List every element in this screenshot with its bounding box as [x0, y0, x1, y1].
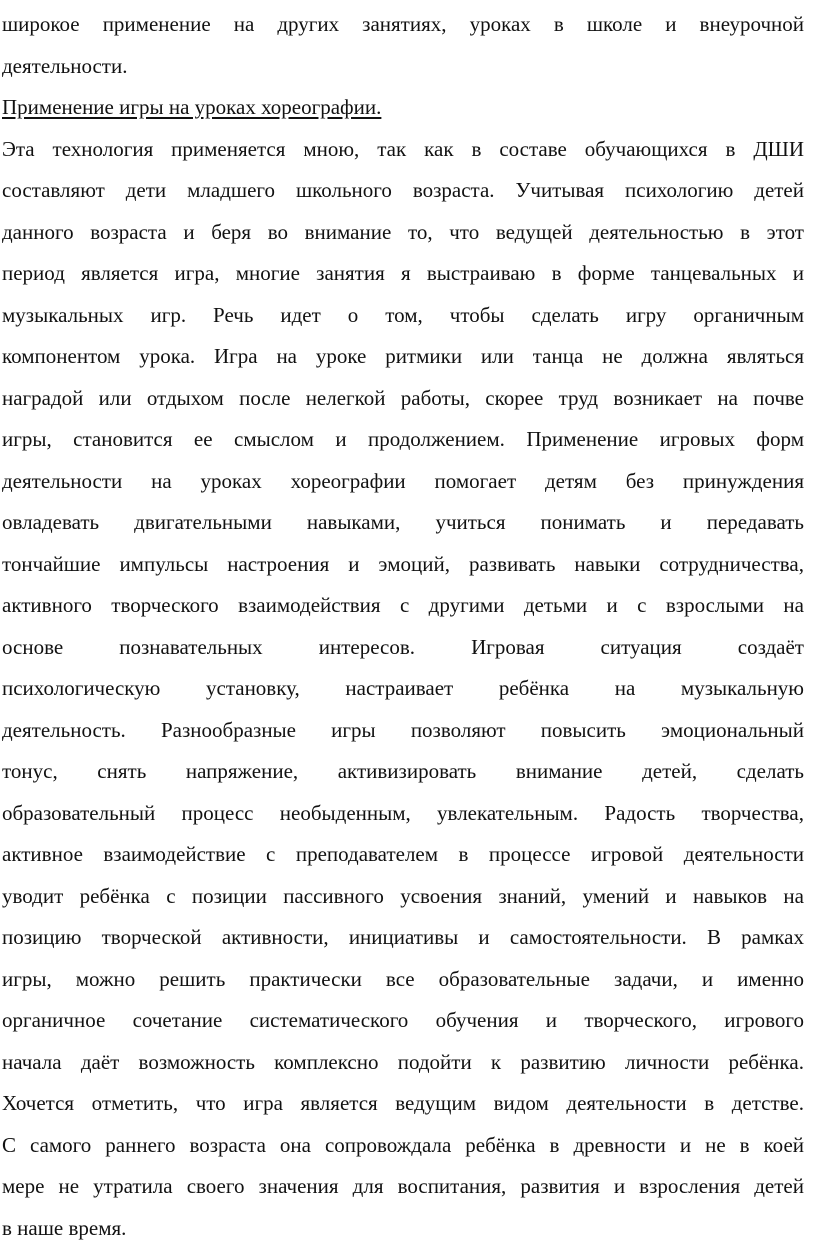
body-line: игры, становится ее смыслом и продолжением. Применение игровых форм: [2, 427, 804, 451]
body-line: наградой или отдыхом после нелегкой работы, скорее труд возникает на почве: [2, 385, 804, 410]
body-line: активного творческого взаимодействия с другими детьми и с взрослыми на: [2, 593, 804, 617]
body-line: игры, можно решить практически все образовательные задачи, и именно: [2, 966, 804, 991]
body-line: Хочется отметить, что игра является ведущим видом деятельности в детстве.: [2, 1091, 804, 1115]
body-line: овладевать двигательными навыками, учиться понимать и передавать: [2, 510, 804, 534]
body-line: составляют дети младшего школьного возраста. Учитывая психологию детей: [2, 178, 804, 202]
intro-line: широкое применение на других занятиях, уроках в школе и внеурочной: [2, 12, 804, 36]
body-line: начала даёт возможность комплексно подойти к развитию личности ребёнка.: [2, 1049, 804, 1074]
body-line: образовательный процесс необыденным, увлекательным. Радость творчества,: [2, 800, 804, 825]
body-line: Эта технология применяется мною, так как в составе обучающихся в ДШИ: [2, 136, 804, 161]
body-line: деятельности на уроках хореографии помогает детям без принуждения: [2, 468, 804, 493]
body-line: тонус, снять напряжение, активизировать внимание детей, сделать: [2, 759, 804, 783]
body-line: активное взаимодействие с преподавателем в процессе игровой деятельности: [2, 842, 804, 866]
intro-line: деятельности.: [2, 53, 128, 78]
body-line: в наше время.: [2, 1215, 127, 1240]
body-line: позицию творческой активности, инициативы и самостоятельности. В рамках: [2, 925, 804, 949]
section-heading-text: Применение игры на уроках хореографии.: [2, 95, 382, 119]
body-line: основе познавательных интересов. Игровая ситуация создаёт: [2, 634, 804, 659]
section-heading: [2, 87, 804, 129]
body-line: период является игра, многие занятия я выстраиваю в форме танцевальных и: [2, 261, 804, 285]
body-line: деятельность. Разнообразные игры позволяют повысить эмоциональный: [2, 717, 804, 742]
body-line: тончайшие импульсы настроения и эмоций, развивать навыки сотрудничества,: [2, 551, 804, 576]
body-line: С самого раннего возраста она сопровождала ребёнка в древности и не в коей: [2, 1132, 804, 1157]
body-line: данного возраста и беря во внимание то, что ведущей деятельностью в этот: [2, 219, 804, 244]
body-line: мере не утратила своего значения для воспитания, развития и взросления детей: [2, 1174, 804, 1198]
body-line: органичное сочетание систематического обучения и творческого, игрового: [2, 1008, 804, 1032]
body-line: музыкальных игр. Речь идет о том, чтобы сделать игру органичным: [2, 302, 804, 327]
body-line: компонентом урока. Игра на уроке ритмики или танца не должна являться: [2, 344, 804, 368]
body-line: уводит ребёнка с позиции пассивного усвоения знаний, умений и навыков на: [2, 883, 804, 908]
body-line: психологическую установку, настраивает ребёнка на музыкальную: [2, 676, 804, 700]
